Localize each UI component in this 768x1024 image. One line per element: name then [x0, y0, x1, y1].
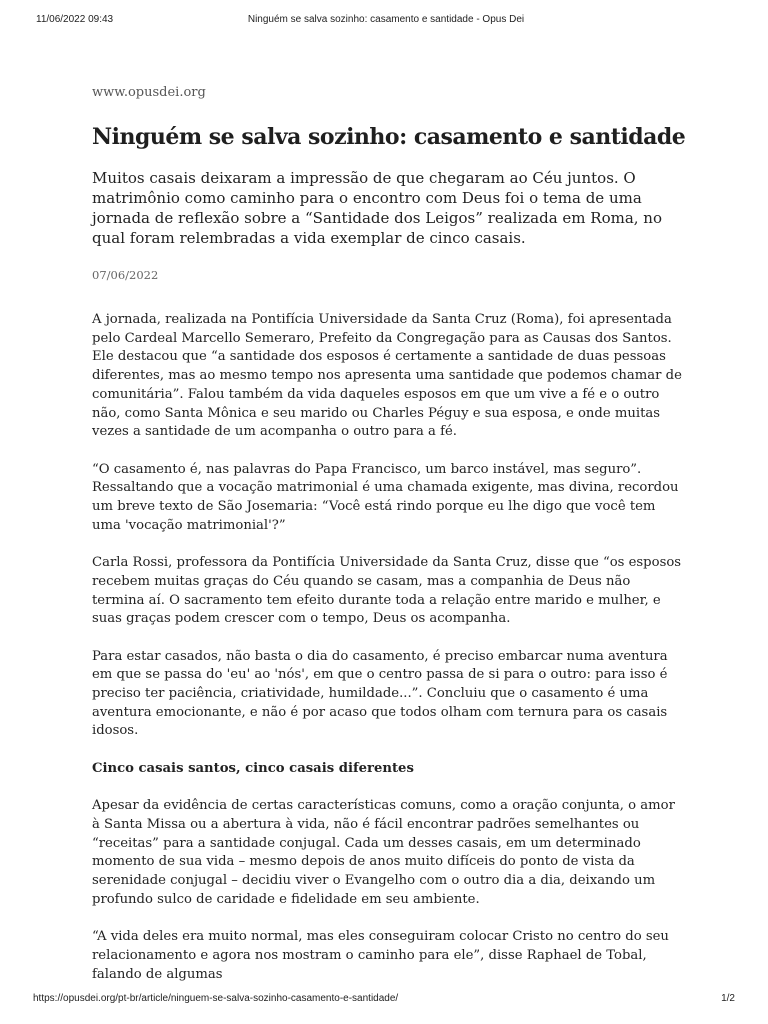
body-paragraph: A jornada, realizada na Pontifícia Universidade da Santa Cruz (Roma), foi apresentada pelo Cardeal Marcello Semeraro, Prefeito da Congregação para as Causas dos Santos. Ele destacou que “a santidade dos esposos é certamente a santidade de duas pessoas diferentes, mas ao mesmo tempo nos apresenta uma santidade que podemos chamar de comunitária”. Falou também da vida daqueles esposos em que um vive a fé e o outro não, como Santa Mônica e seu marido ou Charles Péguy e sua esposa, e onde muitas vezes a santidade de um acompanha o outro para a fé. — [92, 312, 682, 440]
article-body — [92, 311, 682, 982]
page-number: 1/2 — [721, 993, 735, 1004]
section-subheading: Cinco casais santos, cinco casais diferentes — [92, 760, 414, 776]
body-paragraph: Apesar da evidência de certas características comuns, como a oração conjunta, o amor à Santa Missa ou a abertura à vida, não é fácil encontrar padrões semelhantes ou “receitas” para a santidade conjugal. Cada um desses casais, em um determinado momento de sua vida – mesmo depois de anos muito difíceis do ponto de vista da serenidade conjugal – decidiu viver o Evangelho com o outro dia a dia, deixando um profundo sulco de caridade e fidelidade em seu ambiente. — [92, 798, 675, 907]
body-paragraph: “A vida deles era muito normal, mas eles conseguiram colocar Cristo no centro do seu relacionamento e agora nos mostram o caminho para ele”, disse Raphael de Tobal, falando de algumas — [92, 929, 669, 982]
print-header — [36, 14, 736, 30]
body-paragraph: “O casamento é, nas palavras do Papa Francisco, um barco instável, mas seguro”. Ressaltando que a vocação matrimonial é uma chamada exigente, mas divina, recordou um breve texto de São Josemaria: “Você está rindo porque eu lhe digo que você tem uma 'vocação matrimonial'?” — [92, 461, 679, 533]
body-paragraph: Carla Rossi, professora da Pontifícia Universidade da Santa Cruz, disse que “os esposos recebem muitas graças do Céu quando se casam, mas a companhia de Deus não termina aí. O sacramento tem efeito durante toda a relação entre marido e mulher, e suas graças podem crescer com o tempo, Deus os acompanha. — [92, 555, 682, 627]
site-url[interactable]: www.opusdei.org — [92, 85, 206, 100]
body-paragraph: Para estar casados, não basta o dia do casamento, é preciso embarcar numa aventura em que se passa do 'eu' ao 'nós', em que o centro passa de si para o outro: para isso é preciso ter paciência, criatividade, humildade...”. Concluiu que o casamento é uma aventura emocionante, e não é por acaso que todos olham com ternura para os casais idosos. — [92, 648, 668, 739]
print-timestamp: 11/06/2022 09:43 — [36, 14, 114, 25]
article-title: Ninguém se salva sozinho: casamento e santidade — [92, 124, 686, 150]
print-footer — [33, 993, 735, 1007]
article-lead: Muitos casais deixaram a impressão de que chegaram ao Céu juntos. O matrimônio como caminho para o encontro com Deus foi o tema de uma jornada de reflexão sobre a “Santidade dos Leigos” realizada em Roma, no qual foram relembradas a vida exemplar de cinco casais. — [92, 169, 662, 247]
print-url: https://opusdei.org/pt-br/article/ninguem-se-salva-sozinho-casamento-e-santidade/ — [33, 993, 399, 1004]
print-page-title: Ninguém se salva sozinho: casamento e santidade - Opus Dei — [247, 14, 525, 25]
publish-date: 07/06/2022 — [92, 268, 159, 282]
